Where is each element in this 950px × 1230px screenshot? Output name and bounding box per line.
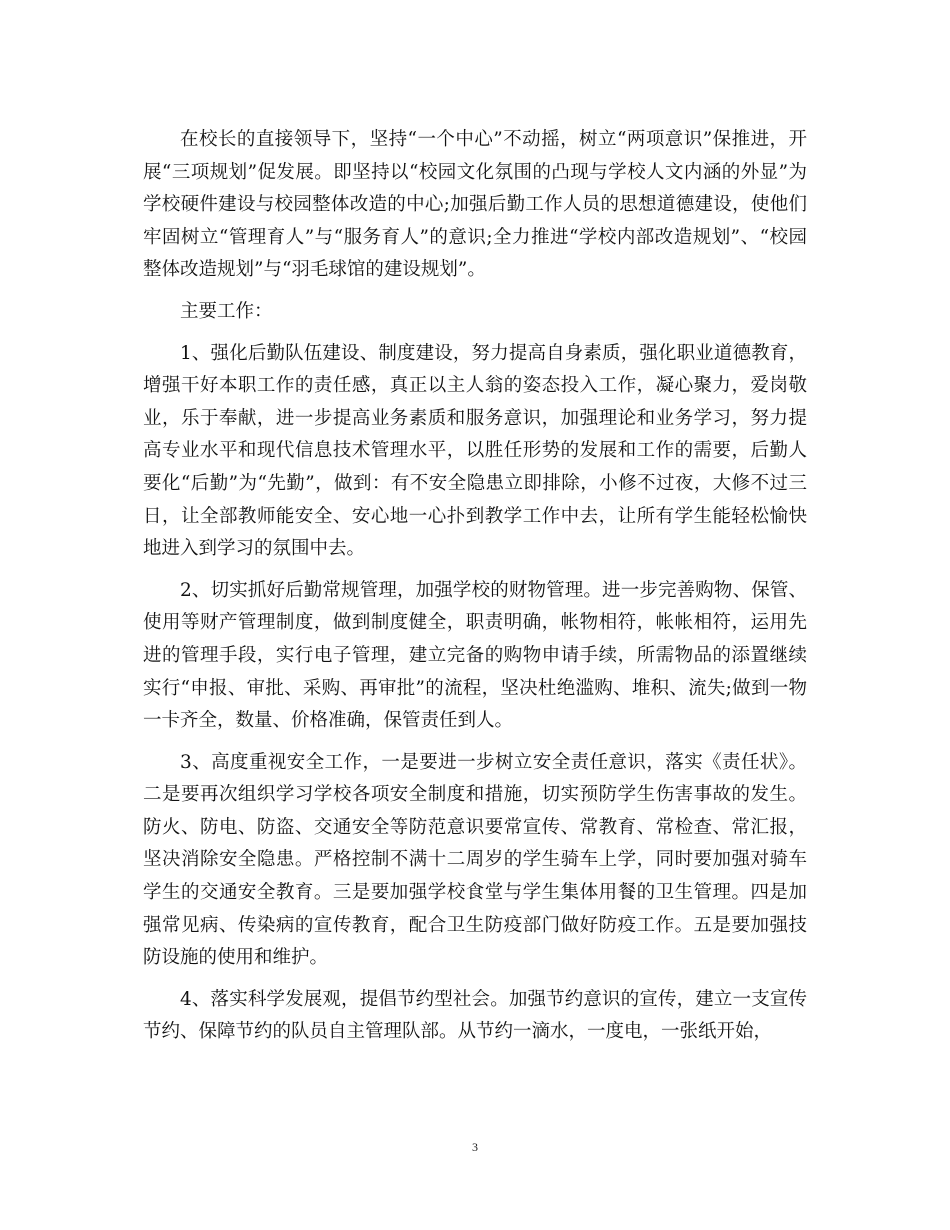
document-body	[143, 124, 807, 1058]
paragraph-item-1: 1、强化后勤队伍建设、制度建设，努力提高自身素质，强化职业道德教育，增强干好本职工作的责任感，真正以主人翁的姿态投入工作，凝心聚力，爱岗敬业，乐于奉献，进一步提高业务素质和服务意识，加强理论和业务学习，努力提高专业水平和现代信息技术管理水平，以胜任形势的发展和工作的需要，后勤人要化“后勤”为“先勤”，做到：有不安全隐患立即排除，小修不过夜，大修不过三日，让全部教师能安全、安心地一心扑到教学工作中去，让所有学生能轻松愉快地进入到学习的氛围中去。	[143, 342, 807, 560]
paragraph-item-2: 2、切实抓好后勤常规管理，加强学校的财物管理。进一步完善购物、保管、使用等财产管理制度，做到制度健全，职责明确，帐物相符，帐帐相符，运用先进的管理手段，实行电子管理，建立完备的购物申请手续，所需物品的添置继续实行“申报、审批、采购、再审批”的流程，坚决杜绝滥购、堆积、流失;做到一物一卡齐全，数量、价格准确，保管责任到人。	[143, 579, 807, 732]
paragraph-item-3: 3、高度重视安全工作，一是要进一步树立安全责任意识，落实《责任状》。二是要再次组织学习学校各项安全制度和措施，切实预防学生伤害事故的发生。防火、防电、防盗、交通安全等防范意识要常宣传、常教育、常检查、常汇报，坚决消除安全隐患。严格控制不满十二周岁的学生骑车上学，同时要加强对骑车学生的交通安全教育。三是要加强学校食堂与学生集体用餐的卫生管理。四是加强常见病、传染病的宣传教育，配合卫生防疫部门做好防疫工作。五是要加强技防设施的使用和维护。	[143, 751, 807, 969]
paragraph-item-4: 4、落实科学发展观，提倡节约型社会。加强节约意识的宣传，建立一支宣传节约、保障节约的队员自主管理队部。从节约一滴水，一度电，一张纸开始，	[143, 988, 807, 1043]
section-heading-main-work: 主要工作：	[180, 300, 273, 322]
intro-paragraph: 在校长的直接领导下，坚持“一个中心”不动摇，树立“两项意识”保推进，开展“三项规划”促发展。即坚持以“校园文化氛围的凸现与学校人文内涵的外显”为学校硬件建设与校园整体改造的中心;加强后勤工作人员的思想道德建设，使他们牢固树立“管理育人”与“服务育人”的意识;全力推进“学校内部改造规划”、“校园整体改造规划”与“羽毛球馆的建设规划”。	[143, 129, 807, 281]
page-number: 3	[472, 1140, 478, 1154]
